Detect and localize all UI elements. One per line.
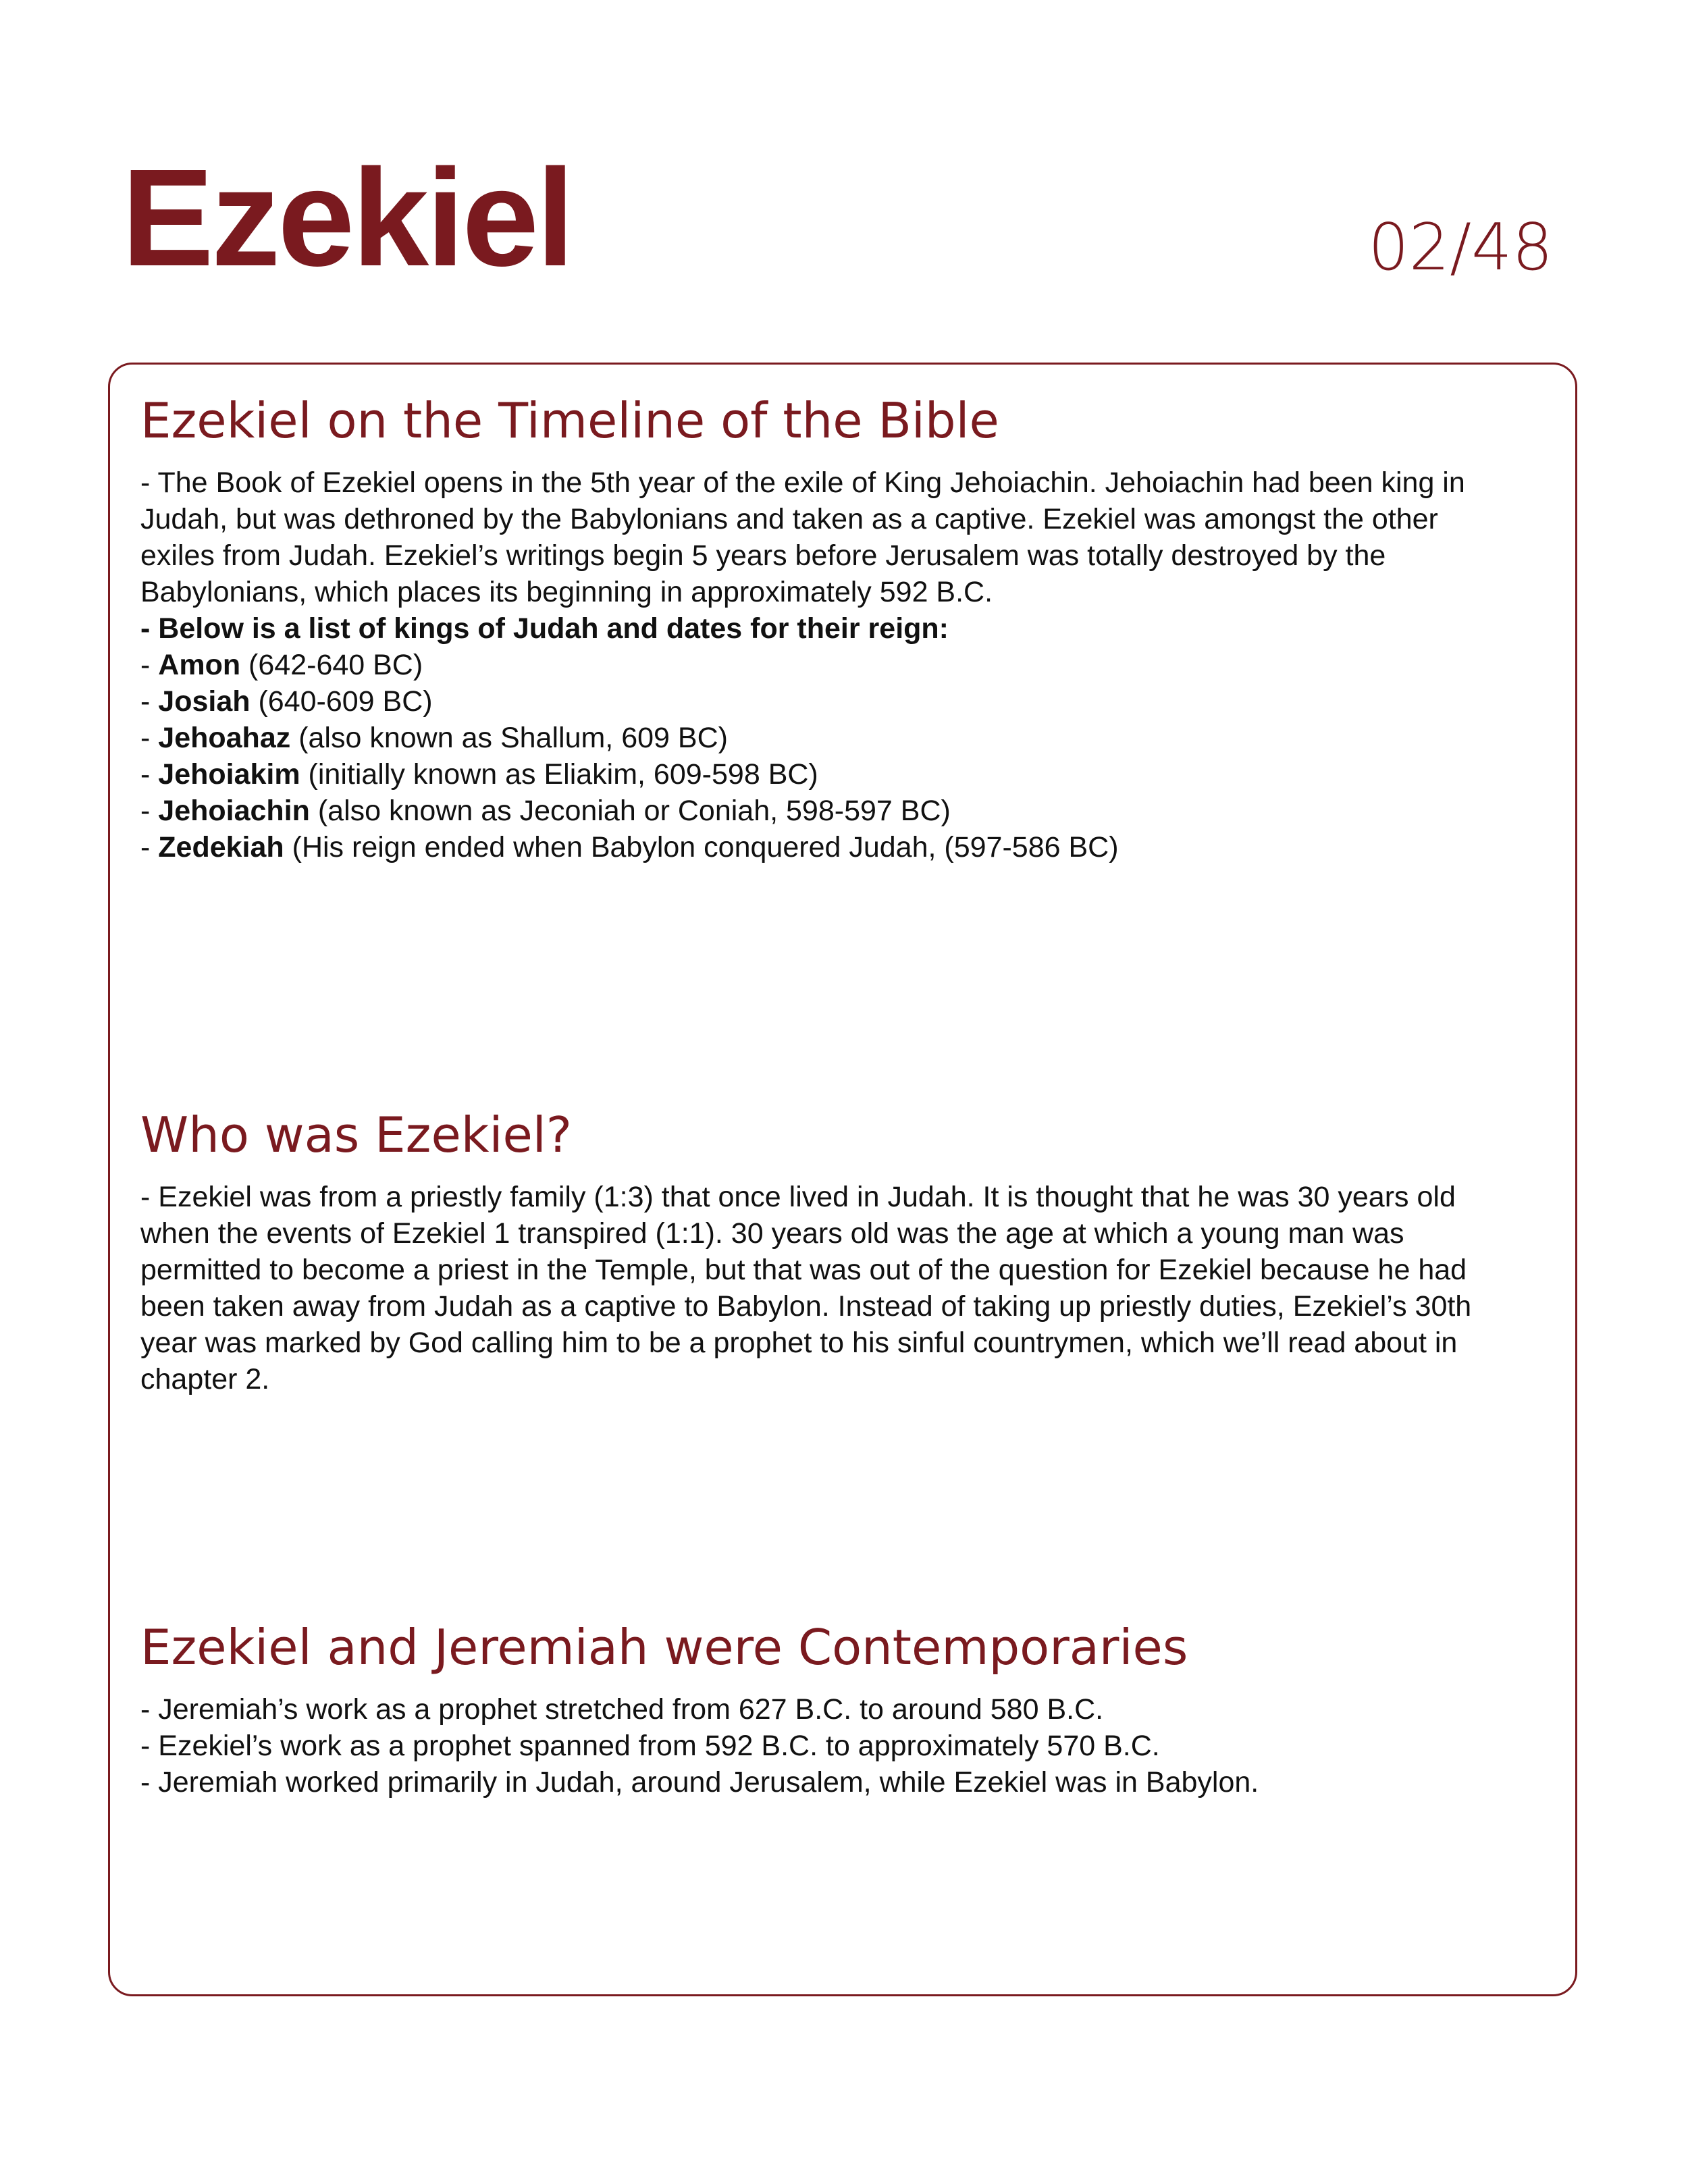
- paragraph-line: - Ezekiel’s work as a prophet spanned from 592 B.C. to approximately 570 B.C.: [140, 1730, 1160, 1763]
- king-item: [140, 756, 1535, 793]
- list-bullet: -: [140, 685, 159, 718]
- list-intro: [140, 610, 1535, 647]
- king-detail: (642-640 BC): [240, 649, 423, 682]
- king-name: Jehoiachin: [158, 795, 310, 828]
- paragraph-line: Babylonians, which places its beginning in approximately 592 B.C.: [140, 576, 993, 609]
- paragraph-line: year was marked by God calling him to be a prophet to his sinful countrymen, which we’ll read about in: [140, 1327, 1458, 1360]
- paragraph-line: - Jeremiah worked primarily in Judah, around Jerusalem, while Ezekiel was in Babylon.: [140, 1766, 1259, 1799]
- king-detail: (also known as Shallum, 609 BC): [290, 722, 728, 755]
- paragraph-line: permitted to become a priest in the Temple, but that was out of the question for Ezekiel because he had: [140, 1254, 1467, 1287]
- paragraph-line: Judah, but was dethroned by the Babylonians and taken as a captive. Ezekiel was amongst the other: [140, 503, 1438, 536]
- king-name: Amon: [158, 649, 241, 682]
- king-name: Jehoiakim: [158, 758, 300, 791]
- paragraph-line: - Ezekiel was from a priestly family (1:3) that once lived in Judah. It is thought that he was 30 years old: [140, 1181, 1456, 1214]
- list-bullet: -: [140, 831, 159, 864]
- king-item: [140, 683, 1535, 720]
- section-body: [140, 1691, 1535, 1801]
- king-item: [140, 793, 1535, 829]
- page-title: Ezekiel: [122, 140, 573, 295]
- king-name: Zedekiah: [158, 831, 284, 864]
- king-detail: (His reign ended when Babylon conquered Judah, (597-586 BC): [284, 831, 1119, 864]
- list-intro-text: - Below is a list of kings of Judah and dates for their reign:: [140, 612, 949, 645]
- king-name: Jehoahaz: [158, 722, 291, 755]
- list-bullet: -: [140, 795, 159, 828]
- paragraph-line: chapter 2.: [140, 1363, 270, 1396]
- list-bullet: -: [140, 722, 159, 755]
- section-timeline: [140, 392, 1535, 865]
- section-heading: Ezekiel and Jeremiah were Contemporaries: [140, 1619, 1188, 1676]
- section-heading: Who was Ezekiel?: [140, 1107, 572, 1163]
- page-number: 02/48: [1368, 211, 1553, 285]
- paragraph-line: - The Book of Ezekiel opens in the 5th year of the exile of King Jehoiachin. Jehoiachin had been king in: [140, 467, 1465, 500]
- king-item: [140, 720, 1535, 756]
- section-heading: Ezekiel on the Timeline of the Bible: [140, 392, 999, 449]
- section-contemporaries: [140, 1618, 1535, 1801]
- paragraph-line: - Jeremiah’s work as a prophet stretched from 627 B.C. to around 580 B.C.: [140, 1693, 1104, 1726]
- content-box: [108, 363, 1577, 1996]
- paragraph-line: exiles from Judah. Ezekiel’s writings begin 5 years before Jerusalem was totally destroyed by the: [140, 539, 1386, 572]
- list-bullet: -: [140, 649, 159, 682]
- section-who-was-ezekiel: [140, 1106, 1535, 1397]
- section-body: [140, 1179, 1535, 1397]
- paragraph-line: been taken away from Judah as a captive to Babylon. Instead of taking up priestly duties, Ezekiel’s 30th: [140, 1290, 1472, 1323]
- king-name: Josiah: [158, 685, 250, 718]
- king-detail: (also known as Jeconiah or Coniah, 598-597 BC): [309, 795, 951, 828]
- king-detail: (initially known as Eliakim, 609-598 BC): [300, 758, 818, 791]
- king-item: [140, 647, 1535, 683]
- section-body: [140, 464, 1535, 865]
- king-item: [140, 829, 1535, 865]
- king-detail: (640-609 BC): [250, 685, 433, 718]
- list-bullet: -: [140, 758, 159, 791]
- paragraph-line: when the events of Ezekiel 1 transpired (1:1). 30 years old was the age at which a young man was: [140, 1217, 1404, 1250]
